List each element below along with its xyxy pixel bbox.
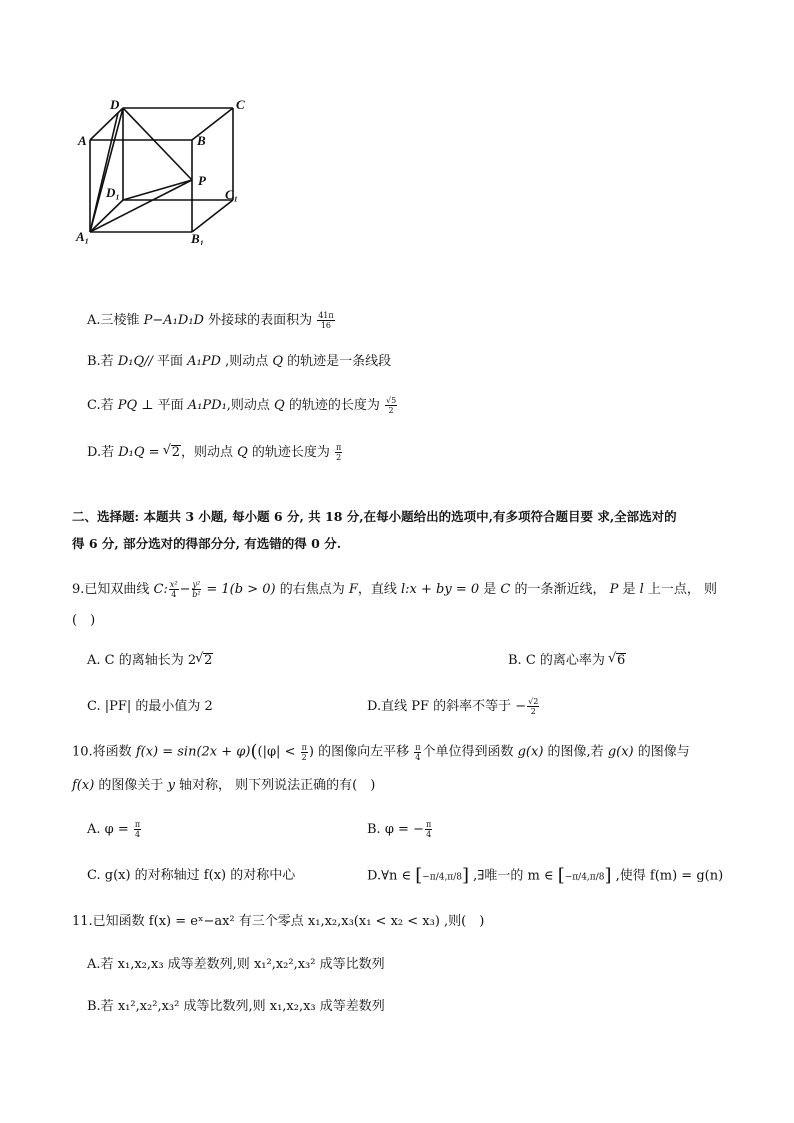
q9-option-a: A. C 的离轴长为 2√ 2 bbox=[87, 651, 213, 671]
q11-option-b: B.若 x₁²,x₂²,x₃² 成等比数列,则 x₁,x₂,x₃ 成等差数列 bbox=[87, 999, 385, 1014]
q11-stem: 11.已知函数 f(x) = eˣ−ax² 有三个零点 x₁,x₂,x₃(x₁ < x₂ < x₃) ,则( ) bbox=[72, 914, 485, 929]
fraction: $\frac{41\pi}{16}$ bbox=[318, 311, 334, 330]
cube-figure bbox=[72, 95, 257, 245]
section2-heading-line2: 得 6 分, 部分选对的得部分分, 有选错的得 0 分. bbox=[72, 536, 342, 551]
q8-option-a: A.三棱锥 P−A₁D₁D 外接球的表面积为 $\frac{41\pi}{16}$ bbox=[87, 311, 334, 330]
q8-option-c: C.若 PQ ⊥ 平面 A₁PD₁,则动点 Q 的轨迹的长度为 $\frac{√5}{2}$ bbox=[87, 396, 397, 415]
label-A: A bbox=[78, 133, 87, 148]
label-B: B bbox=[197, 133, 206, 148]
q10-option-b: B. φ = − $\frac{\pi}{4}$ bbox=[367, 820, 432, 839]
label-C1: C₁ bbox=[225, 187, 239, 202]
q10-option-c: C. g(x) 的对称轴过 f(x) 的对称中心 bbox=[87, 868, 296, 883]
q8-option-b: B.若 D₁Q// 平面 A₁PD ,则动点 Q 的轨迹是一条线段 bbox=[87, 354, 392, 369]
q9-option-d: D.直线 PF 的斜率不等于 − $\frac{√2}{2}$ bbox=[367, 697, 539, 716]
label-C: C bbox=[236, 97, 245, 112]
q10-option-a: A. φ = $\frac{\pi}{4}$ bbox=[87, 820, 141, 839]
q10-option-d: D.∀n ∈ [−π/4,π/8] ,∃唯一的 m ∈ [−π/4,π/8] ,使得 f(m) = g(n) bbox=[367, 865, 724, 886]
q9-option-b: B. C 的离心率为 √ 6 bbox=[508, 651, 626, 671]
label-D: D bbox=[110, 97, 120, 112]
fraction: $\frac{√5}{2}$ bbox=[385, 396, 397, 415]
label-P: P bbox=[198, 173, 206, 188]
q9-option-c: C. |PF| 的最小值为 2 bbox=[87, 699, 213, 714]
q9-answer-paren: ( ) bbox=[72, 613, 96, 628]
q8-option-d: D.若 D₁Q = √ 2，则动点 Q 的轨迹长度为 $\frac{\pi}{2}$ bbox=[87, 443, 343, 463]
label-B1: B₁ bbox=[191, 231, 205, 245]
q11-option-a: A.若 x₁,x₂,x₃ 成等差数列,则 x₁²,x₂²,x₃² 成等比数列 bbox=[87, 957, 385, 972]
q9-stem: 9.已知双曲线 C: $\frac{\text{x²}}{4}$ − $\frac{\text{y²}}{\text{b²}}$ = 1(b > 0) 的右焦点为 F，直线 l:x + by = 0 是 C 的一条渐近线， P 是 l 上一点， 则 bbox=[72, 580, 718, 599]
q10-stem-line1: 10.将函数 f(x) = sin(2x + φ)((|φ| < $\frac{\pi}{2}$ ) 的图像向左平移 $\frac{\pi}{4}$ 个单位得到函数 g(x) 的图像,若 g(x) 的图像与 bbox=[72, 741, 690, 762]
section2-heading-line1: 二、选择题: 本题共 3 小题, 每小题 6 分, 共 18 分,在每小题给出的选项中,有多项符合题目要 求,全部选对的 bbox=[72, 509, 677, 524]
q10-stem-line2: f(x) 的图像关于 y 轴对称， 则下列说法正确的有( ) bbox=[72, 778, 376, 793]
edge-DP bbox=[123, 108, 192, 180]
fraction: $\frac{\pi}{2}$ bbox=[336, 443, 342, 462]
edge-B1C1 bbox=[192, 200, 233, 232]
edge-A1D-second bbox=[90, 113, 118, 232]
label-D1: D₁ bbox=[106, 185, 120, 200]
label-A1: A₁ bbox=[76, 229, 90, 244]
